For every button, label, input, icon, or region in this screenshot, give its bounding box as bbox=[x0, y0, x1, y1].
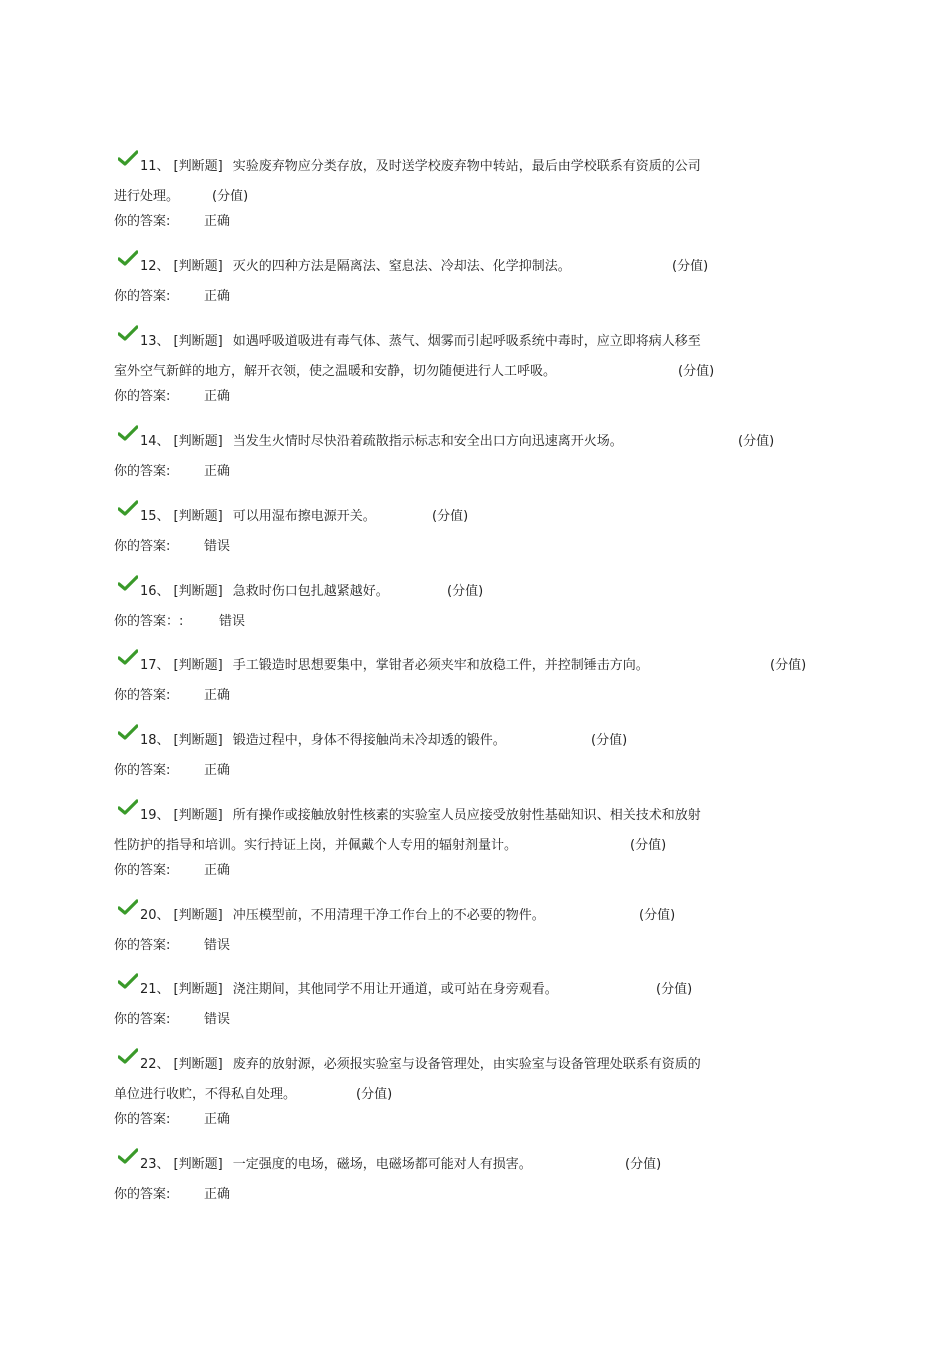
answer-label: 你的答案: bbox=[114, 688, 171, 703]
question-text: 一定强度的电场，磁场，电磁场都可能对人有损害。 bbox=[232, 1157, 532, 1172]
question-type: [判断题] bbox=[173, 1057, 223, 1072]
check-icon bbox=[118, 425, 138, 441]
question-line-2: 性防护的指导和培训。实行持证上岗，并佩戴个人专用的辐射剂量计。 bbox=[114, 838, 518, 853]
answer-value: 正确 bbox=[204, 389, 231, 404]
question-line-1 bbox=[140, 908, 545, 924]
answer-value: 正确 bbox=[204, 688, 231, 703]
question-text: 灭火的四种方法是隔离法、窒息法、冷却法、化学抑制法。 bbox=[232, 259, 571, 274]
question-line-1 bbox=[140, 982, 558, 998]
question-line-1 bbox=[140, 259, 571, 275]
score-label: (分值) bbox=[738, 434, 775, 449]
question-type: [判断题] bbox=[173, 159, 223, 174]
score-label: (分值) bbox=[591, 733, 628, 748]
question-type: [判断题] bbox=[173, 658, 223, 673]
question-line-2: 单位进行收贮，不得私自处理。 bbox=[114, 1087, 297, 1102]
score-label: (分值) bbox=[356, 1087, 393, 1102]
question-type: [判断题] bbox=[173, 434, 223, 449]
answer-value: 错误 bbox=[204, 539, 231, 554]
question-number: 17、 bbox=[140, 658, 170, 673]
question-number: 20、 bbox=[140, 908, 170, 923]
question-number: 21、 bbox=[140, 982, 170, 997]
question-line-1 bbox=[140, 434, 623, 450]
answer-label: 你的答案: bbox=[114, 214, 171, 229]
answer-value: 正确 bbox=[204, 214, 231, 229]
question-number: 19、 bbox=[140, 808, 170, 823]
answer-label: 你的答案: bbox=[114, 389, 171, 404]
score-label: (分值) bbox=[630, 838, 667, 853]
score-label: (分值) bbox=[432, 509, 469, 524]
answer-label: 你的答案: bbox=[114, 539, 171, 554]
question-number: 16、 bbox=[140, 584, 170, 599]
question-type: [判断题] bbox=[173, 334, 223, 349]
question-line-1 bbox=[140, 584, 389, 600]
question-number: 18、 bbox=[140, 733, 170, 748]
answer-value: 正确 bbox=[204, 863, 231, 878]
question-number: 22、 bbox=[140, 1057, 170, 1072]
question-text: 可以用湿布擦电源开关。 bbox=[232, 509, 376, 524]
check-icon bbox=[118, 973, 138, 989]
question-number: 13、 bbox=[140, 334, 170, 349]
check-icon bbox=[118, 724, 138, 740]
score-label: (分值) bbox=[639, 908, 676, 923]
question-text: 手工锻造时思想要集中，掌钳者必须夹牢和放稳工件，并控制锤击方向。 bbox=[232, 658, 649, 673]
answer-label: 你的答案: bbox=[114, 938, 171, 953]
question-line-1 bbox=[140, 509, 376, 525]
question-line-1 bbox=[140, 1157, 532, 1173]
question-line-2: 室外空气新鲜的地方，解开衣领，使之温暖和安静，切勿随便进行人工呼吸。 bbox=[114, 364, 557, 379]
question-text: 锻造过程中，身体不得接触尚未冷却透的锻件。 bbox=[232, 733, 506, 748]
answer-label: 你的答案: bbox=[114, 1012, 171, 1027]
question-line-2: 进行处理。 bbox=[114, 189, 180, 204]
check-icon bbox=[118, 649, 138, 665]
question-type: [判断题] bbox=[173, 733, 223, 748]
question-type: [判断题] bbox=[173, 509, 223, 524]
question-text: 当发生火情时尽快沿着疏散指示标志和安全出口方向迅速离开火场。 bbox=[232, 434, 623, 449]
check-icon bbox=[118, 575, 138, 591]
answer-value: 错误 bbox=[204, 938, 231, 953]
question-line-1 bbox=[140, 334, 701, 350]
answer-value: 正确 bbox=[204, 289, 231, 304]
answer-value: 正确 bbox=[204, 763, 231, 778]
answer-label: 你的答案：: bbox=[114, 614, 184, 629]
check-icon bbox=[118, 325, 138, 341]
question-number: 14、 bbox=[140, 434, 170, 449]
check-icon bbox=[118, 1148, 138, 1164]
question-number: 11、 bbox=[140, 159, 170, 174]
answer-value: 正确 bbox=[204, 464, 231, 479]
question-line-1 bbox=[140, 1057, 701, 1073]
question-text: 如遇呼吸道吸进有毒气体、蒸气、烟雾而引起呼吸系统中毒时，应立即将病人移至 bbox=[232, 334, 701, 349]
question-text: 所有操作或接触放射性核素的实验室人员应接受放射性基础知识、相关技术和放射 bbox=[232, 808, 701, 823]
question-text: 废弃的放射源，必须报实验室与设备管理处，由实验室与设备管理处联系有资质的 bbox=[232, 1057, 701, 1072]
check-icon bbox=[118, 500, 138, 516]
check-icon bbox=[118, 250, 138, 266]
question-number: 23、 bbox=[140, 1157, 170, 1172]
question-line-1 bbox=[140, 159, 701, 175]
check-icon bbox=[118, 799, 138, 815]
question-type: [判断题] bbox=[173, 1157, 223, 1172]
answer-label: 你的答案: bbox=[114, 763, 171, 778]
question-line-1 bbox=[140, 808, 701, 824]
answer-label: 你的答案: bbox=[114, 863, 171, 878]
question-line-1 bbox=[140, 733, 506, 749]
score-label: (分值) bbox=[672, 259, 709, 274]
score-label: (分值) bbox=[212, 189, 249, 204]
question-number: 15、 bbox=[140, 509, 170, 524]
answer-value: 错误 bbox=[204, 1012, 231, 1027]
answer-value: 错误 bbox=[219, 614, 246, 629]
check-icon bbox=[118, 899, 138, 915]
question-number: 12、 bbox=[140, 259, 170, 274]
score-label: (分值) bbox=[447, 584, 484, 599]
check-icon bbox=[118, 150, 138, 166]
score-label: (分值) bbox=[656, 982, 693, 997]
score-label: (分值) bbox=[770, 658, 807, 673]
check-icon bbox=[118, 1048, 138, 1064]
question-type: [判断题] bbox=[173, 259, 223, 274]
score-label: (分值) bbox=[678, 364, 715, 379]
question-line-1 bbox=[140, 658, 649, 674]
question-text: 冲压模型前，不用清理干净工作台上的不必要的物件。 bbox=[232, 908, 545, 923]
answer-label: 你的答案: bbox=[114, 464, 171, 479]
question-text: 急救时伤口包扎越紧越好。 bbox=[232, 584, 389, 599]
answer-label: 你的答案: bbox=[114, 289, 171, 304]
answer-value: 正确 bbox=[204, 1187, 231, 1202]
answer-label: 你的答案: bbox=[114, 1187, 171, 1202]
score-label: (分值) bbox=[625, 1157, 662, 1172]
question-text: 实验废弃物应分类存放，及时送学校废弃物中转站，最后由学校联系有资质的公司 bbox=[232, 159, 701, 174]
answer-label: 你的答案: bbox=[114, 1112, 171, 1127]
question-type: [判断题] bbox=[173, 982, 223, 997]
question-type: [判断题] bbox=[173, 584, 223, 599]
question-text: 浇注期间，其他同学不用让开通道，或可站在身旁观看。 bbox=[232, 982, 558, 997]
question-type: [判断题] bbox=[173, 808, 223, 823]
answer-value: 正确 bbox=[204, 1112, 231, 1127]
question-type: [判断题] bbox=[173, 908, 223, 923]
